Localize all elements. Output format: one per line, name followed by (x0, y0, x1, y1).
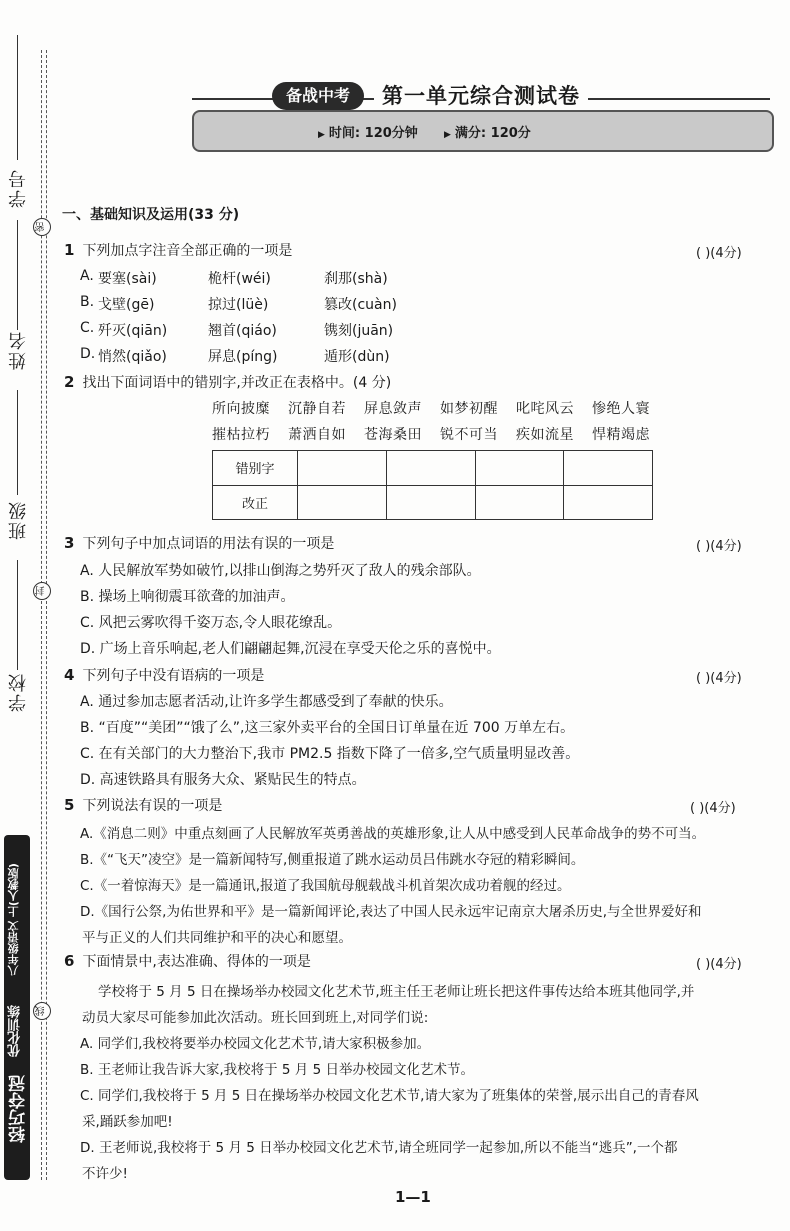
student-id-fill-line (17, 35, 18, 160)
section-heading: 一、基础知识及运用(33 分) (62, 207, 240, 223)
class-fill-line (17, 390, 18, 495)
spine-brand: 轻巧夺冠 (9, 1075, 29, 1143)
option-item: B.《“飞天”凌空》是一篇新闻特写,侧重报道了跳水运动员吕伟跳水夺冠的精彩瞬间。 (80, 852, 585, 868)
option-item: 掠过(lüè) (208, 297, 269, 313)
option-item: 刹那(shà) (324, 271, 388, 287)
option-item: C. 风把云雾吹得千姿万态,令人眼花缭乱。 (80, 615, 342, 631)
option-item: 歼灭(qiān) (98, 323, 168, 339)
word-item: 惨绝人寰 (592, 401, 650, 417)
name-label: 姓名 (8, 330, 29, 370)
option-item: 平与正义的人们共同维护和平的决心和愿望。 (82, 930, 352, 946)
question-4: 4 下列句子中没有语病的一项是 (64, 666, 265, 684)
option-item: 桅杆(wéi) (208, 271, 271, 287)
word-item: 悍精竭虑 (592, 427, 650, 443)
page-title: 第一单元综合测试卷 (374, 80, 588, 110)
book-spine (2, 835, 30, 1180)
answer-cell[interactable] (386, 485, 475, 520)
question-5: 5 下列说法有误的一项是 (64, 796, 223, 814)
correction-table (212, 450, 653, 520)
answer-cell[interactable] (298, 485, 387, 520)
page-number: 1—1 (395, 1188, 431, 1206)
full-score: ▶ 满分: 120分 (444, 126, 531, 141)
answer-blank-q4[interactable]: ( )(4分) (696, 671, 742, 686)
word-item: 所向披糜 (212, 401, 270, 417)
answer-cell[interactable] (298, 451, 387, 486)
school-label: 学校 (8, 672, 29, 712)
word-item: 锐不可当 (440, 427, 498, 443)
word-item: 叱咤风云 (516, 401, 574, 417)
answer-blank-q6[interactable]: ( )(4分) (696, 957, 742, 972)
option-item: 要塞(sài) (98, 271, 157, 287)
option-letter: A. (80, 268, 94, 284)
option-item: 遁形(dùn) (324, 349, 390, 365)
time-limit: ▶ 时间: 120分钟 (318, 126, 418, 141)
option-item: D. 王老师说,我校将于 5 月 5 日举办校园文化艺术节,请全班同学一起参加,所以不能当“逃兵”,一个都 (80, 1140, 678, 1156)
option-item: 篡改(cuàn) (324, 297, 397, 313)
answer-cell[interactable] (564, 485, 653, 520)
triangle-icon: ▶ (318, 130, 325, 140)
answer-cell[interactable] (386, 451, 475, 486)
spine-book-title: 八年级语文 上(人教版) (7, 863, 20, 977)
question-3: 3 下列句子中加点词语的用法有误的一项是 (64, 534, 335, 552)
word-item: 萧洒自如 (288, 427, 346, 443)
option-item: 不许少! (82, 1166, 128, 1182)
option-item: C. 同学们,我校将于 5 月 5 日在操场举办校园文化艺术节,请大家为了班集体的荣誉,展示出自己的青春风 (80, 1088, 699, 1104)
option-item: D. 广场上音乐响起,老人们翩翩起舞,沉浸在享受天伦之乐的喜悦中。 (80, 641, 501, 657)
table-row (213, 451, 653, 486)
q6-context-line-1: 学校将于 5 月 5 日在操场举办校园文化艺术节,班主任王老师让班长把这件事传达给本班其他同学,并 (98, 984, 695, 1000)
option-item: C. 在有关部门的大力整治下,我市 PM2.5 指数下降了一倍多,空气质量明显改善。 (80, 746, 580, 762)
option-item: D.《国行公祭,为佑世界和平》是一篇新闻评论,表达了中国人民永远牢记南京大屠杀历史,与全世界爱好和 (80, 904, 702, 920)
option-item: B. “百度”“美团”“饿了么”,这三家外卖平台的全国日订单量在近 700 万单左右。 (80, 720, 575, 736)
answer-cell[interactable] (564, 451, 653, 486)
table-row (213, 485, 653, 520)
question-6: 6 下面情景中,表达准确、得体的一项是 (64, 952, 311, 970)
answer-blank-q5[interactable]: ( )(4分) (690, 801, 736, 816)
seal-mark-feng: 封 (33, 582, 51, 600)
seal-mark-xian: 线 (33, 1002, 51, 1020)
table-header-cell: 错别字 (213, 451, 298, 486)
seal-mark-mi: 密 (33, 218, 51, 236)
exam-prep-badge: 备战中考 (272, 82, 364, 110)
option-item: 采,踊跃参加吧! (82, 1114, 173, 1130)
answer-cell[interactable] (475, 451, 564, 486)
option-item: 悄然(qiǎo) (98, 349, 167, 365)
option-item: 翘首(qiáo) (208, 323, 277, 339)
option-item: B. 王老师让我告诉大家,我校将于 5 月 5 日举办校园文化艺术节。 (80, 1062, 474, 1078)
answer-blank-q3[interactable]: ( )(4分) (696, 539, 742, 554)
option-item: 戈壁(gē) (98, 297, 155, 313)
word-item: 摧枯拉朽 (212, 427, 270, 443)
option-item: A. 人民解放军势如破竹,以排山倒海之势歼灭了敌人的残余部队。 (80, 563, 481, 579)
answer-blank-q1[interactable]: ( )(4分) (696, 246, 742, 261)
option-item: 屏息(píng) (208, 349, 278, 365)
q6-context-line-2: 动员大家尽可能参加此次活动。班长回到班上,对同学们说: (82, 1010, 429, 1026)
school-fill-line (17, 560, 18, 670)
class-label: 班级 (8, 500, 29, 540)
option-item: 镌刻(juān) (324, 323, 394, 339)
name-fill-line (17, 220, 18, 330)
option-item: A.《消息二则》中重点刻画了人民解放军英勇善战的英雄形象,让人从中感受到人民革命战争的势不可当。 (80, 826, 706, 842)
table-header-cell: 改正 (213, 485, 298, 520)
student-id-label: 学号 (8, 168, 29, 208)
option-item: A. 通过参加志愿者活动,让许多学生都感受到了奉献的快乐。 (80, 694, 453, 710)
option-item: D. 高速铁路具有服务大众、紧贴民生的特点。 (80, 772, 366, 788)
option-letter: D. (80, 346, 96, 362)
answer-cell[interactable] (475, 485, 564, 520)
option-item: C.《一着惊海天》是一篇通讯,报道了我国航母舰载战斗机首架次成功着舰的经过。 (80, 878, 571, 894)
spine-series: 优化训练 (8, 1005, 23, 1057)
word-item: 如梦初醒 (440, 401, 498, 417)
option-item: A. 同学们,我校将要举办校园文化艺术节,请大家积极参加。 (80, 1036, 431, 1052)
word-item: 苍海桑田 (364, 427, 422, 443)
word-item: 疾如流星 (516, 427, 574, 443)
word-item: 屏息敛声 (364, 401, 422, 417)
word-item: 沉静自若 (288, 401, 346, 417)
option-letter: C. (80, 320, 95, 336)
question-1: 1 下列加点字注音全部正确的一项是 (64, 241, 293, 259)
triangle-icon: ▶ (444, 130, 451, 140)
option-letter: B. (80, 294, 95, 310)
question-2: 2 找出下面词语中的错别字,并改正在表格中。(4 分) (64, 373, 392, 391)
option-item: B. 操场上响彻震耳欲聋的加油声。 (80, 589, 295, 605)
